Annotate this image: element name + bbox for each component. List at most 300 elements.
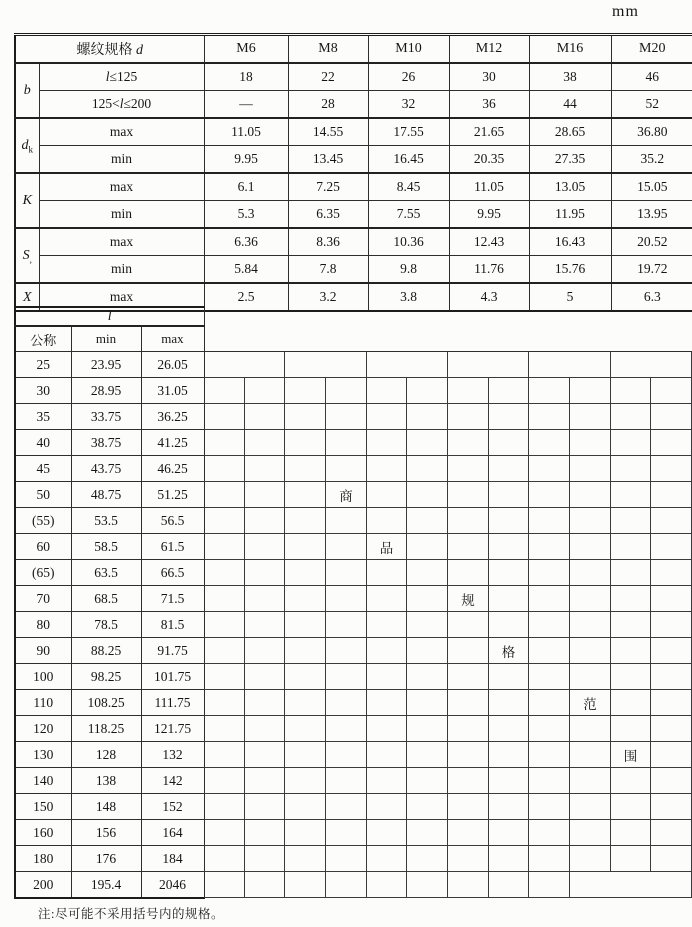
range-grid-cell [367, 560, 407, 586]
range-grid-cell [489, 534, 529, 560]
range-grid-cell [326, 690, 367, 716]
spec-value-cell: 46 [611, 63, 692, 91]
range-grid-cell [285, 846, 326, 872]
nominal-column-header: 公称 [15, 326, 71, 352]
spec-value-cell: 11.05 [449, 173, 529, 201]
spec-row [15, 146, 692, 174]
spec-row [15, 63, 692, 91]
unit-label: mm [612, 3, 639, 20]
range-grid-cell [529, 404, 570, 430]
range-grid-cell [489, 690, 529, 716]
spec-value-cell: 7.8 [288, 256, 368, 284]
condition-label: max [39, 118, 204, 146]
range-grid-cell [448, 508, 489, 534]
range-grid-cell [529, 482, 570, 508]
range-grid-cell [367, 872, 407, 898]
range-grid-cell [326, 768, 367, 794]
length-value-cell: 164 [141, 820, 204, 846]
length-value-cell: 48.75 [71, 482, 141, 508]
size-column-header: M8 [288, 35, 368, 64]
range-grid-cell [285, 638, 326, 664]
size-column-header: M6 [204, 35, 288, 64]
length-row [15, 716, 204, 742]
range-grid-cell [407, 534, 448, 560]
length-value-cell: 176 [71, 846, 141, 872]
range-grid-cell [651, 404, 692, 430]
length-value-cell: 118.25 [71, 716, 141, 742]
range-grid-cell [245, 482, 285, 508]
length-value-cell: 111.75 [141, 690, 204, 716]
range-grid-cell [529, 690, 570, 716]
range-grid-cell [448, 638, 489, 664]
length-value-cell: 152 [141, 794, 204, 820]
range-grid-cell [611, 534, 651, 560]
range-grid-cell [367, 794, 407, 820]
range-grid-cell [204, 742, 245, 768]
condition-label: max [39, 283, 204, 311]
range-grid-cell [326, 846, 367, 872]
range-grid-cell [651, 586, 692, 612]
length-row [15, 872, 204, 899]
range-grid-cell [285, 404, 326, 430]
range-grid-cell [407, 404, 448, 430]
length-nominal-cell: 200 [15, 872, 71, 899]
range-grid-cell [367, 612, 407, 638]
spec-row [15, 201, 692, 229]
size-column-header: M10 [368, 35, 449, 64]
length-value-cell: 78.5 [71, 612, 141, 638]
range-grid-cell [407, 482, 448, 508]
range-grid-cell [367, 378, 407, 404]
range-diagonal-char: 范 [570, 690, 611, 716]
range-grid-cell [285, 456, 326, 482]
length-row [15, 534, 204, 560]
range-grid-cell [245, 378, 285, 404]
range-grid-cell [245, 846, 285, 872]
range-grid-cell [529, 664, 570, 690]
length-nominal-cell: 70 [15, 586, 71, 612]
range-grid-cell [326, 638, 367, 664]
range-grid-cell [245, 742, 285, 768]
length-nominal-cell: 50 [15, 482, 71, 508]
range-grid-cell [448, 690, 489, 716]
range-grid-cell [651, 820, 692, 846]
range-grid-cell [570, 846, 611, 872]
length-value-cell: 138 [71, 768, 141, 794]
range-grid-cell [529, 742, 570, 768]
range-grid-cell [204, 872, 245, 898]
range-grid-cell [489, 586, 529, 612]
range-grid-cell [245, 768, 285, 794]
spec-row [15, 91, 692, 119]
range-grid-cell [204, 456, 245, 482]
range-grid-cell [611, 768, 651, 794]
range-grid-cell [448, 846, 489, 872]
spec-value-cell: 7.55 [368, 201, 449, 229]
range-grid-cell [651, 508, 692, 534]
length-value-cell: 56.5 [141, 508, 204, 534]
range-grid-cell [448, 872, 489, 898]
range-grid-cell [611, 716, 651, 742]
range-grid-cell [448, 482, 489, 508]
range-grid-cell [367, 742, 407, 768]
range-grid-cell [204, 846, 245, 872]
range-grid-cell [367, 456, 407, 482]
range-grid-cell [448, 768, 489, 794]
length-table [14, 306, 205, 899]
length-value-cell: 2046 [141, 872, 204, 899]
spec-value-cell: 11.05 [204, 118, 288, 146]
spec-value-cell: 11.95 [529, 201, 611, 229]
range-grid-cell [651, 612, 692, 638]
spec-header-row [15, 35, 692, 64]
range-grid-cell [611, 508, 651, 534]
range-grid-cell [204, 664, 245, 690]
length-value-cell: 195.4 [71, 872, 141, 899]
length-value-cell: 63.5 [71, 560, 141, 586]
range-grid-cell [489, 794, 529, 820]
range-grid-cell [529, 768, 570, 794]
range-grid-cell [407, 664, 448, 690]
length-nominal-cell: 90 [15, 638, 71, 664]
range-grid-cell [448, 664, 489, 690]
range-grid-cell [489, 482, 529, 508]
range-grid-cell [326, 612, 367, 638]
length-value-cell: 61.5 [141, 534, 204, 560]
range-grid-cell [570, 508, 611, 534]
range-grid-cell [611, 638, 651, 664]
range-grid-cell [611, 482, 651, 508]
range-grid-cell [529, 638, 570, 664]
range-grid-cell [651, 456, 692, 482]
length-value-cell: 68.5 [71, 586, 141, 612]
range-grid-cell [204, 690, 245, 716]
length-value-cell: 66.5 [141, 560, 204, 586]
range-grid-cell [529, 794, 570, 820]
range-grid-cell [245, 820, 285, 846]
range-grid-cell [285, 612, 326, 638]
size-column-header: M16 [529, 35, 611, 64]
range-grid-cell [407, 456, 448, 482]
range-grid-cell [285, 768, 326, 794]
range-grid-cell [326, 742, 367, 768]
spec-value-cell: 38 [529, 63, 611, 91]
length-value-cell: 132 [141, 742, 204, 768]
range-grid-cell [570, 794, 611, 820]
length-value-cell: 101.75 [141, 664, 204, 690]
range-grid-cell [285, 508, 326, 534]
min-column-header: min [71, 326, 141, 352]
length-row [15, 508, 204, 534]
range-grid-cell [407, 794, 448, 820]
range-grid-cell [611, 586, 651, 612]
length-nominal-cell: 25 [15, 352, 71, 378]
range-grid-cell [529, 378, 570, 404]
range-grid-cell [245, 560, 285, 586]
range-grid-cell [367, 690, 407, 716]
spec-value-cell: 8.45 [368, 173, 449, 201]
range-grid-cell [407, 508, 448, 534]
length-value-cell: 184 [141, 846, 204, 872]
range-grid-cell [529, 430, 570, 456]
range-grid-cell [407, 872, 448, 898]
length-columns-row [15, 326, 204, 352]
range-grid-cell [204, 534, 245, 560]
spec-value-cell: 27.35 [529, 146, 611, 174]
range-grid-cell [367, 638, 407, 664]
range-grid-cell [245, 638, 285, 664]
spec-value-cell: 19.72 [611, 256, 692, 284]
length-value-cell: 156 [71, 820, 141, 846]
length-row [15, 482, 204, 508]
range-grid-cell [367, 664, 407, 690]
range-grid-cell [245, 404, 285, 430]
range-grid-cell [407, 430, 448, 456]
range-grid-cell [611, 378, 651, 404]
range-grid-cell [204, 352, 285, 378]
length-row [15, 820, 204, 846]
range-grid-cell [529, 846, 570, 872]
range-grid-cell [367, 768, 407, 794]
range-grid-cell [245, 586, 285, 612]
length-row [15, 690, 204, 716]
spec-row [15, 228, 692, 256]
length-value-cell: 53.5 [71, 508, 141, 534]
spec-value-cell: 13.95 [611, 201, 692, 229]
range-grid-cell [204, 378, 245, 404]
spec-value-cell: 5.3 [204, 201, 288, 229]
range-grid-cell [407, 716, 448, 742]
length-value-cell: 23.95 [71, 352, 141, 378]
spec-value-cell: 6.36 [204, 228, 288, 256]
range-grid-cell [204, 586, 245, 612]
length-value-cell: 148 [71, 794, 141, 820]
range-grid-cell [245, 508, 285, 534]
range-grid-cell [245, 534, 285, 560]
length-value-cell: 142 [141, 768, 204, 794]
spec-value-cell: 9.8 [368, 256, 449, 284]
range-grid-cell [204, 794, 245, 820]
spec-value-cell: 28.65 [529, 118, 611, 146]
range-grid-cell [611, 404, 651, 430]
range-grid-cell [407, 638, 448, 664]
range-grid-cell [326, 430, 367, 456]
spec-value-cell: 32 [368, 91, 449, 119]
range-grid-cell [326, 872, 367, 898]
range-grid-cell [407, 742, 448, 768]
param-label: K [15, 173, 39, 228]
range-grid-cell [651, 664, 692, 690]
range-grid-cell [489, 846, 529, 872]
range-grid-cell [570, 586, 611, 612]
size-column-header: M12 [449, 35, 529, 64]
range-grid-cell [326, 820, 367, 846]
param-label: X [15, 283, 39, 311]
length-value-cell: 31.05 [141, 378, 204, 404]
length-value-cell: 28.95 [71, 378, 141, 404]
spec-value-cell: 20.35 [449, 146, 529, 174]
spec-value-cell: 6.35 [288, 201, 368, 229]
spec-value-cell: — [204, 91, 288, 119]
range-grid-cell [448, 560, 489, 586]
range-grid-cell [367, 352, 448, 378]
range-grid-cell [489, 872, 529, 898]
spec-value-cell: 16.43 [529, 228, 611, 256]
range-grid-cell [285, 690, 326, 716]
range-grid-cell [285, 378, 326, 404]
length-row [15, 794, 204, 820]
spec-value-cell: 36.80 [611, 118, 692, 146]
range-grid-cell [285, 430, 326, 456]
range-grid-cell [367, 820, 407, 846]
length-nominal-cell: 35 [15, 404, 71, 430]
length-value-cell: 98.25 [71, 664, 141, 690]
range-grid-cell [570, 430, 611, 456]
range-grid-cell [285, 794, 326, 820]
length-value-cell: 41.25 [141, 430, 204, 456]
range-grid-cell [529, 456, 570, 482]
range-grid-cell [651, 638, 692, 664]
range-grid-cell [489, 716, 529, 742]
range-grid-cell [529, 820, 570, 846]
range-grid-cell [245, 872, 285, 898]
spec-value-cell: 14.55 [288, 118, 368, 146]
range-grid-cell [285, 482, 326, 508]
range-grid-cell [529, 872, 570, 898]
spec-row [15, 256, 692, 284]
range-grid-cell [570, 768, 611, 794]
condition-label: max [39, 173, 204, 201]
length-nominal-cell: 45 [15, 456, 71, 482]
range-grid-cell [367, 846, 407, 872]
length-value-cell: 36.25 [141, 404, 204, 430]
range-grid-cell [489, 820, 529, 846]
spec-value-cell: 21.65 [449, 118, 529, 146]
range-grid-cell [611, 352, 692, 378]
length-row [15, 560, 204, 586]
range-grid-cell [570, 560, 611, 586]
range-grid-cell [367, 586, 407, 612]
footnote: 注:尽可能不采用括号内的规格。 [38, 907, 224, 921]
spec-row [15, 118, 692, 146]
spec-value-cell: 2.5 [204, 283, 288, 311]
length-nominal-cell: 30 [15, 378, 71, 404]
range-grid-cell [570, 872, 692, 898]
size-column-header: M20 [611, 35, 692, 64]
length-nominal-cell: 140 [15, 768, 71, 794]
range-grid-cell [489, 508, 529, 534]
range-grid-cell [611, 612, 651, 638]
range-grid-cell [326, 378, 367, 404]
length-row [15, 456, 204, 482]
length-value-cell: 88.25 [71, 638, 141, 664]
range-grid-cell [204, 638, 245, 664]
range-grid-cell [489, 456, 529, 482]
spec-table [14, 33, 692, 312]
length-nominal-cell: 180 [15, 846, 71, 872]
spec-value-cell: 13.45 [288, 146, 368, 174]
spec-value-cell: 6.1 [204, 173, 288, 201]
spec-value-cell: 15.76 [529, 256, 611, 284]
range-grid-cell [448, 742, 489, 768]
range-grid-cell [611, 456, 651, 482]
length-nominal-cell: 130 [15, 742, 71, 768]
range-diagonal-char: 格 [489, 638, 529, 664]
range-grid-cell [367, 508, 407, 534]
range-grid-cell [651, 690, 692, 716]
range-grid-cell [407, 586, 448, 612]
range-grid-cell [651, 768, 692, 794]
range-grid-cell [570, 378, 611, 404]
range-grid-cell [407, 612, 448, 638]
length-value-cell: 128 [71, 742, 141, 768]
range-grid-cell [651, 534, 692, 560]
spec-value-cell: 9.95 [204, 146, 288, 174]
range-grid-cell [529, 716, 570, 742]
length-value-cell: 58.5 [71, 534, 141, 560]
length-value-cell: 91.75 [141, 638, 204, 664]
length-value-cell: 81.5 [141, 612, 204, 638]
spec-value-cell: 17.55 [368, 118, 449, 146]
length-row [15, 612, 204, 638]
length-nominal-cell: (65) [15, 560, 71, 586]
length-nominal-cell: 160 [15, 820, 71, 846]
spec-value-cell: 6.3 [611, 283, 692, 311]
range-grid-cell [570, 456, 611, 482]
spec-value-cell: 13.05 [529, 173, 611, 201]
range-grid-cell [326, 560, 367, 586]
range-grid-cell [651, 794, 692, 820]
length-nominal-cell: 40 [15, 430, 71, 456]
range-grid-cell [245, 430, 285, 456]
range-grid-cell [448, 794, 489, 820]
range-grid-cell [529, 352, 611, 378]
spec-value-cell: 15.05 [611, 173, 692, 201]
length-value-cell: 121.75 [141, 716, 204, 742]
spec-row [15, 173, 692, 201]
range-grid-cell [407, 560, 448, 586]
range-grid-cell [570, 482, 611, 508]
range-grid-cell [326, 794, 367, 820]
length-value-cell: 33.75 [71, 404, 141, 430]
range-grid-cell [489, 430, 529, 456]
range-grid-cell [448, 456, 489, 482]
range-grid-cell [367, 716, 407, 742]
length-value-cell: 43.75 [71, 456, 141, 482]
max-column-header: max [141, 326, 204, 352]
range-grid-cell [326, 404, 367, 430]
range-grid-cell [407, 378, 448, 404]
length-nominal-cell: 80 [15, 612, 71, 638]
spec-value-cell: 16.45 [368, 146, 449, 174]
range-grid-cell [204, 560, 245, 586]
length-value-cell: 108.25 [71, 690, 141, 716]
length-nominal-cell: 120 [15, 716, 71, 742]
range-grid-cell [285, 716, 326, 742]
range-grid-cell [611, 560, 651, 586]
range-grid-cell [245, 456, 285, 482]
range-grid-cell [367, 482, 407, 508]
range-grid-cell [285, 560, 326, 586]
range-grid-cell [285, 534, 326, 560]
range-grid-cell [407, 690, 448, 716]
range-grid-cell [489, 404, 529, 430]
spec-value-cell: 52 [611, 91, 692, 119]
spec-value-cell: 8.36 [288, 228, 368, 256]
range-grid-cell [529, 612, 570, 638]
length-value-cell: 51.25 [141, 482, 204, 508]
spec-value-cell: 10.36 [368, 228, 449, 256]
